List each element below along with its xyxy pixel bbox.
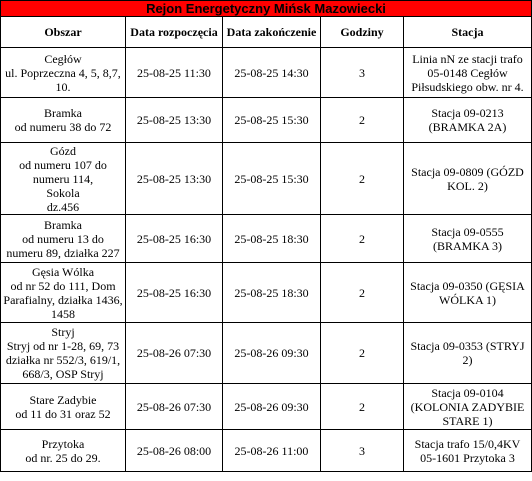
cell-obszar [1, 263, 126, 323]
cell-start: 25-08-25 13:30 [126, 143, 223, 215]
cell-obszar [1, 215, 126, 263]
cell-stacja-line: Linia nN ze stacji trafo [412, 51, 523, 66]
cell-end: 25-08-25 14:30 [223, 48, 321, 98]
cell-obszar [1, 98, 126, 143]
cell-obszar-line: 668/3, OSP Stryj [22, 367, 104, 381]
cell-obszar-line: Przytoka [41, 436, 85, 451]
cell-end: 25-08-25 18:30 [223, 263, 321, 323]
cell-stacja-line: KOL. 2) [447, 178, 488, 193]
cell-end: 25-08-26 09:30 [223, 384, 321, 430]
cell-obszar [1, 143, 126, 215]
cell-obszar-line: od 11 do 31 oraz 52 [15, 406, 111, 421]
table-row [1, 263, 532, 323]
cell-obszar-line: od nr. 25 do 29. [25, 450, 101, 465]
table-row [1, 384, 532, 430]
cell-godziny: 2 [321, 263, 404, 323]
cell-stacja-line: Stacja 09-0104 [431, 385, 504, 400]
table-row [1, 98, 532, 143]
cell-start: 25-08-26 08:00 [126, 430, 223, 472]
cell-obszar-line: Bramka [44, 217, 82, 232]
table-row [1, 430, 532, 472]
cell-obszar-line: numeru 89, działka 227 [6, 245, 120, 260]
cell-obszar-line: dz.456 [46, 199, 80, 214]
cell-obszar-line: działka nr 552/3, 619/1, [5, 353, 121, 367]
cell-obszar-line: od numeru 13 do [22, 231, 104, 246]
table-row [1, 323, 532, 384]
cell-obszar-line: Gęsia Wólka [31, 264, 95, 279]
cell-obszar [1, 48, 126, 98]
cell-start: 25-08-26 07:30 [126, 323, 223, 384]
cell-start: 25-08-25 16:30 [126, 263, 223, 323]
cell-obszar-line: od numeru 107 do [19, 157, 107, 172]
cell-stacja [404, 48, 532, 98]
cell-obszar [1, 430, 126, 472]
cell-godziny: 2 [321, 384, 404, 430]
cell-end: 25-08-25 15:30 [223, 98, 321, 143]
cell-stacja-line: (BRAMKA 3) [432, 238, 502, 253]
cell-end: 25-08-26 09:30 [223, 323, 321, 384]
cell-start: 25-08-26 07:30 [126, 384, 223, 430]
cell-end: 25-08-25 18:30 [223, 215, 321, 263]
cell-stacja-line: Stacja 09-0555 [431, 224, 504, 239]
cell-obszar-line: Parafialny, działka 1436, [3, 292, 123, 307]
cell-stacja-line: Stacja 09-0353 (STRYJ [410, 339, 525, 353]
cell-stacja [404, 384, 532, 430]
cell-obszar-line: Bramka [44, 106, 82, 120]
cell-stacja-line: Stacja trafo 15/0,4KV [414, 436, 521, 451]
cell-godziny: 2 [321, 98, 404, 143]
cell-start: 25-08-25 13:30 [126, 98, 223, 143]
table-row [1, 48, 532, 98]
table-row [1, 143, 532, 215]
cell-start: 25-08-25 16:30 [126, 215, 223, 263]
cell-stacja-line: 05-1601 Przytoka 3 [420, 450, 515, 465]
cell-stacja-line: STARE 1) [442, 413, 493, 428]
table-title: Rejon Energetyczny Mińsk Mazowiecki [1, 1, 532, 17]
cell-obszar-line: 1458 [51, 306, 75, 321]
cell-stacja [404, 143, 532, 215]
table-body [1, 48, 532, 472]
title-row [1, 1, 532, 17]
cell-stacja [404, 263, 532, 323]
cell-end: 25-08-25 15:30 [223, 143, 321, 215]
cell-godziny: 3 [321, 48, 404, 98]
header-row [1, 17, 532, 48]
cell-stacja-line: 05-0148 Cegłów [427, 65, 508, 80]
cell-stacja-line: (BRAMKA 2A) [428, 120, 507, 134]
cell-godziny: 2 [321, 323, 404, 384]
cell-stacja-line: WÓLKA 1) [439, 292, 496, 307]
cell-end: 25-08-26 11:00 [223, 430, 321, 472]
cell-obszar-line: Stryj [51, 325, 75, 339]
cell-stacja-line: 2) [462, 353, 473, 367]
cell-obszar-line: ul. Poprzeczna 4, 5, 8,7, [5, 65, 121, 80]
cell-obszar-line: od nr 52 do 111, Dom [10, 278, 116, 293]
cell-godziny: 3 [321, 430, 404, 472]
cell-stacja-line: (KOLONIA ZADYBIE [410, 399, 525, 414]
cell-start: 25-08-25 11:30 [126, 48, 223, 98]
header-stacja: Stacja [404, 17, 532, 48]
header-start: Data rozpoczęcia [126, 17, 223, 48]
cell-stacja-line: Stacja 09-0350 (GĘSIA [410, 278, 525, 293]
cell-obszar [1, 384, 126, 430]
cell-stacja [404, 215, 532, 263]
cell-stacja [404, 98, 532, 143]
header-obszar: Obszar [1, 17, 126, 48]
header-end: Data zakończenie [223, 17, 321, 48]
cell-obszar-line: Cegłów [44, 51, 82, 66]
cell-obszar-line: Gózd [50, 143, 76, 158]
cell-obszar-line: od numeru 38 do 72 [14, 120, 112, 134]
table-row [1, 215, 532, 263]
cell-obszar-line: Stryj od nr 1-28, 69, 73 [6, 339, 120, 353]
cell-obszar-line: 10. [55, 79, 71, 94]
cell-godziny: 2 [321, 143, 404, 215]
cell-obszar-line: numeru 114, [32, 171, 94, 186]
header-godziny: Godziny [321, 17, 404, 48]
cell-stacja-line: Stacja 09-0809 (GÓZD [411, 164, 524, 179]
cell-obszar-line: Stare Zadybie [29, 392, 97, 407]
cell-obszar [1, 323, 126, 384]
cell-stacja-line: Piłsudskiego obw. nr 4. [411, 79, 524, 94]
cell-stacja [404, 430, 532, 472]
cell-obszar-line: Sokola [46, 185, 80, 200]
cell-stacja-line: Stacja 09-0213 [431, 106, 504, 120]
cell-stacja [404, 323, 532, 384]
cell-godziny: 2 [321, 215, 404, 263]
